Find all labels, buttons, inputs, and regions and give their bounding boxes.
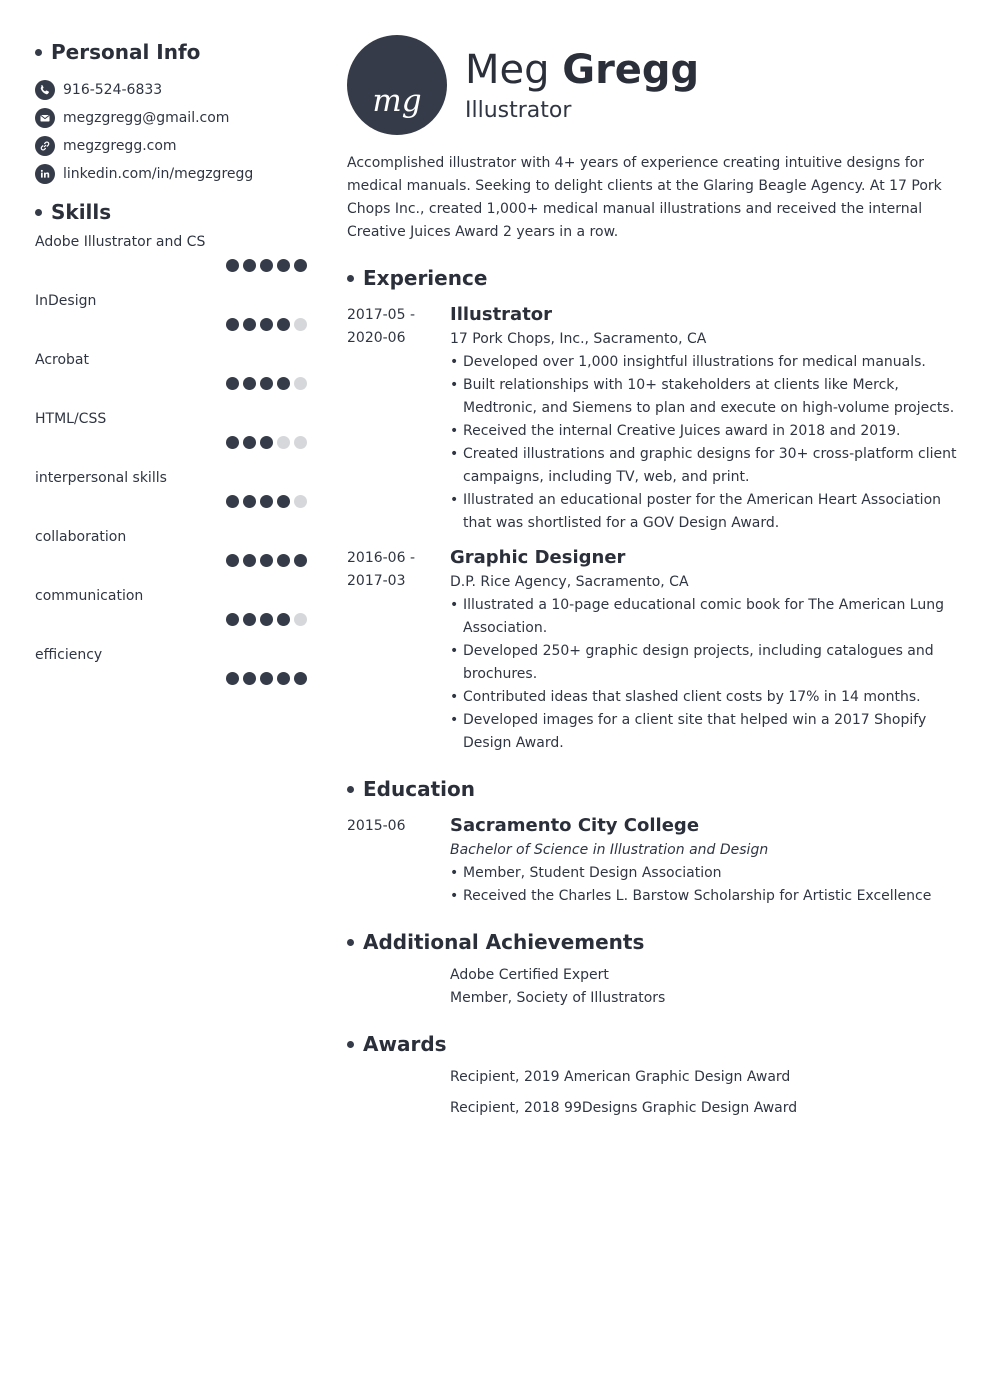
skill-rating (222, 318, 307, 331)
list-item: • Illustrated a 10-page educational comic book for The American Lung Association. (450, 594, 957, 640)
entry-role: Illustrator (450, 304, 553, 325)
list-item: Adobe Certified Expert (450, 967, 609, 983)
skill-name: Acrobat (35, 352, 89, 368)
rating-dot-filled (243, 495, 256, 508)
monogram-avatar (347, 35, 447, 135)
achievements-section (347, 928, 957, 1010)
rating-dot-empty (294, 436, 307, 449)
rating-dot-filled (260, 377, 273, 390)
list-item: Recipient, 2019 American Graphic Design Award (450, 1069, 791, 1085)
skill-rating (222, 672, 307, 685)
rating-dot-filled (243, 672, 256, 685)
personal-info-heading (35, 38, 307, 66)
contact-website (35, 132, 307, 160)
list-item: • Member, Student Design Association (450, 862, 957, 885)
rating-dot-filled (226, 436, 239, 449)
awards-title: Awards (363, 1032, 447, 1056)
school-name: Sacramento City College (450, 815, 700, 836)
awards-section (347, 1030, 957, 1124)
skill-item (35, 645, 307, 704)
experience-entry (347, 545, 957, 755)
list-item: • Illustrated an educational poster for the American Heart Association that was shortlisted for a GOV Design Award. (450, 489, 957, 535)
phone-icon (35, 80, 55, 100)
entry-bullets (450, 862, 957, 908)
skill-rating (222, 436, 307, 449)
education-section (347, 775, 957, 908)
name-block (465, 45, 699, 125)
list-item: • Created illustrations and graphic designs for 30+ cross-platform client campaigns, including TV, web, and print. (450, 443, 957, 489)
rating-dot-filled (243, 377, 256, 390)
rating-dot-filled (243, 259, 256, 272)
rating-dot-filled (277, 377, 290, 390)
monogram-text: mg (372, 83, 422, 119)
rating-dot-filled (260, 495, 273, 508)
entry-bullets (450, 594, 957, 755)
skill-name: efficiency (35, 647, 103, 663)
rating-dot-filled (226, 672, 239, 685)
rating-dot-filled (277, 495, 290, 508)
skill-rating (222, 495, 307, 508)
email-icon (35, 108, 55, 128)
rating-dot-filled (260, 672, 273, 685)
list-item: • Developed images for a client site that helped win a 2017 Shopify Design Award. (450, 709, 957, 755)
contact-linkedin (35, 160, 307, 188)
rating-dot-empty (294, 318, 307, 331)
rating-dot-filled (260, 436, 273, 449)
skill-item (35, 468, 307, 527)
rating-dot-filled (226, 613, 239, 626)
awards-heading (347, 1030, 957, 1058)
skills-list (35, 232, 307, 704)
experience-heading (347, 264, 957, 292)
job-title: Illustrator (465, 98, 572, 123)
rating-dot-filled (243, 318, 256, 331)
achievements-heading (347, 928, 957, 956)
skill-rating (222, 554, 307, 567)
list-item: • Built relationships with 10+ stakeholders at clients like Merck, Medtronic, and Siemens to plan and execute on high-volume projects. (450, 374, 957, 420)
skill-name: communication (35, 588, 144, 604)
list-item: • Developed 250+ graphic design projects, including catalogues and brochures. (450, 640, 957, 686)
skills-heading (35, 198, 307, 226)
entry-date: 2015-06 (347, 818, 406, 834)
skill-item (35, 350, 307, 409)
rating-dot-filled (260, 554, 273, 567)
list-item: • Developed over 1,000 insightful illustrations for medical manuals. (450, 351, 957, 374)
personal-info-title: Personal Info (51, 40, 201, 64)
rating-dot-filled (277, 318, 290, 331)
rating-dot-filled (294, 554, 307, 567)
entry-company: 17 Pork Chops, Inc., Sacramento, CA (450, 331, 707, 347)
heading-bullet (347, 939, 354, 946)
education-heading (347, 775, 957, 803)
rating-dot-filled (243, 436, 256, 449)
rating-dot-empty (294, 613, 307, 626)
experience-section (347, 264, 957, 755)
entry-body (450, 813, 957, 908)
rating-dot-filled (226, 259, 239, 272)
rating-dot-filled (226, 554, 239, 567)
rating-dot-empty (294, 377, 307, 390)
achievements-title: Additional Achievements (363, 930, 645, 954)
entry-bullets (450, 351, 957, 535)
education-title: Education (363, 777, 475, 801)
achievements-list (450, 964, 957, 1010)
list-item: • Contributed ideas that slashed client costs by 17% in 14 months. (450, 686, 957, 709)
linkedin-text[interactable]: linkedin.com/in/megzgregg (63, 166, 254, 182)
rating-dot-filled (260, 613, 273, 626)
list-item: Recipient, 2018 99Designs Graphic Design Award (450, 1100, 798, 1116)
rating-dot-empty (277, 436, 290, 449)
rating-dot-filled (294, 672, 307, 685)
skill-item (35, 232, 307, 291)
entry-date: 2016-06 - 2017-03 (347, 550, 415, 589)
heading-bullet (35, 49, 42, 56)
heading-bullet (347, 786, 354, 793)
rating-dot-filled (277, 672, 290, 685)
link-icon (35, 136, 55, 156)
rating-dot-filled (260, 259, 273, 272)
rating-dot-filled (243, 554, 256, 567)
skill-name: InDesign (35, 293, 97, 309)
experience-entry (347, 302, 957, 535)
skill-name: Adobe Illustrator and CS (35, 234, 206, 250)
rating-dot-filled (277, 259, 290, 272)
skill-rating (222, 259, 307, 272)
degree: Bachelor of Science in Illustration and Design (450, 842, 769, 858)
entry-body (450, 302, 957, 535)
skill-name: collaboration (35, 529, 127, 545)
rating-dot-filled (260, 318, 273, 331)
heading-bullet (35, 209, 42, 216)
entry-company: D.P. Rice Agency, Sacramento, CA (450, 574, 689, 590)
rating-dot-filled (294, 259, 307, 272)
rating-dot-filled (277, 613, 290, 626)
resume-header (347, 35, 957, 135)
first-name: Meg (465, 47, 550, 93)
list-item: Member, Society of Illustrators (450, 990, 666, 1006)
phone-text[interactable]: 916-524-6833 (63, 82, 163, 98)
list-item: • Received the internal Creative Juices award in 2018 and 2019. (450, 420, 957, 443)
list-item: • Received the Charles L. Barstow Scholarship for Artistic Excellence (450, 885, 957, 908)
skill-rating (222, 377, 307, 390)
skill-name: interpersonal skills (35, 470, 167, 486)
experience-title: Experience (363, 266, 488, 290)
skill-item (35, 527, 307, 586)
rating-dot-filled (243, 613, 256, 626)
website-text[interactable]: megzgregg.com (63, 138, 177, 154)
contact-phone (35, 76, 307, 104)
heading-bullet (347, 1041, 354, 1048)
rating-dot-filled (226, 377, 239, 390)
rating-dot-filled (277, 554, 290, 567)
rating-dot-filled (226, 495, 239, 508)
skill-item (35, 409, 307, 468)
education-entry (347, 813, 957, 908)
summary-text: Accomplished illustrator with 4+ years of experience creating intuitive designs for medical manuals. Seeking to delight clients at the Glaring Beagle Agency. At 17 Pork Chops Inc., created 1,000+ medical manual illustrations and received the internal Creative Juices Award 2 years in a row. (347, 155, 942, 240)
rating-dot-filled (226, 318, 239, 331)
full-name (465, 45, 699, 95)
linkedin-icon (35, 164, 55, 184)
sidebar (35, 38, 307, 704)
skills-title: Skills (51, 200, 112, 224)
entry-date: 2017-05 - 2020-06 (347, 307, 415, 346)
contact-email (35, 104, 307, 132)
awards-list (450, 1062, 957, 1124)
skill-rating (222, 613, 307, 626)
skill-item (35, 586, 307, 645)
main-content (347, 35, 957, 1124)
rating-dot-empty (294, 495, 307, 508)
heading-bullet (347, 275, 354, 282)
entry-role: Graphic Designer (450, 547, 626, 568)
skill-name: HTML/CSS (35, 411, 107, 427)
last-name: Gregg (562, 47, 700, 93)
skill-item (35, 291, 307, 350)
contact-list (35, 76, 307, 188)
entry-body (450, 545, 957, 755)
email-text[interactable]: megzgregg@gmail.com (63, 110, 230, 126)
